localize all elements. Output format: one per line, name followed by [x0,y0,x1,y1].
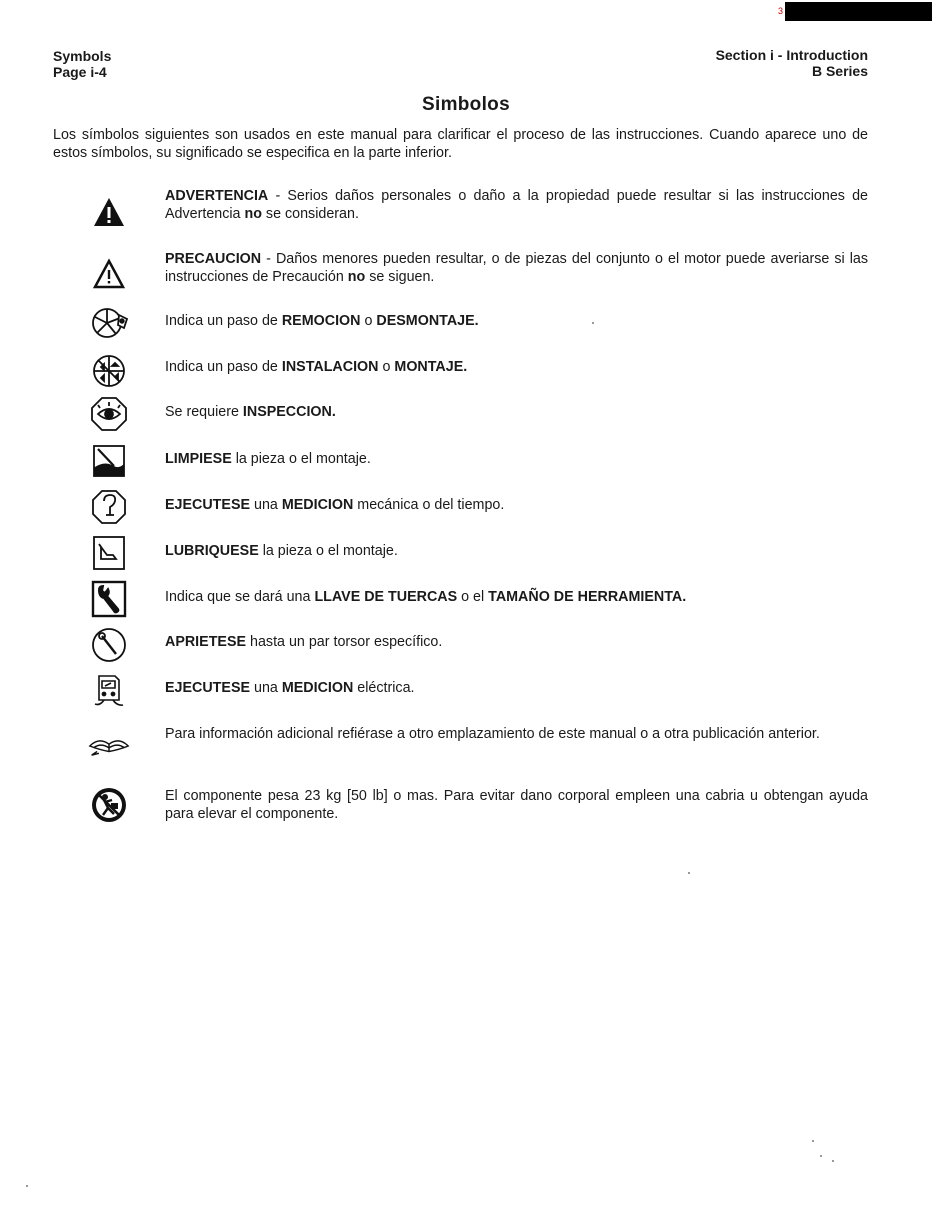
symbol-text: LIMPIESE la pieza o el montaje. [165,451,371,467]
electrical-meter-icon [88,672,130,710]
scan-speck [592,322,594,324]
inspection-eye-icon [88,396,130,432]
lubricate-oil-can-icon [88,535,130,571]
symbol-text: ADVERTENCIA - Serios daños personales o daño a la propiedad puede resultar si las instrucciones de Advertencia no se consideran. [165,188,868,222]
measurement-icon [88,489,130,525]
header-right [716,47,868,79]
removal-disassembly-icon [88,303,130,343]
scan-speck [688,872,690,874]
symbol-text: PRECAUCION - Daños menores pueden resultar, o de piezas del conjunto o el motor puede averiarse si las instrucciones de Precaución no se siguen. [165,251,868,285]
heavy-lift-icon [88,786,130,824]
symbol-text: Para información adicional refiérase a otro emplazamiento de este manual o a otra publicación anterior. [165,726,820,742]
redaction-mark: 3 [778,6,784,16]
redaction-bar [785,2,932,21]
installation-assembly-icon [88,351,130,391]
scan-speck [832,1160,834,1162]
symbol-text: EJECUTESE una MEDICION mecánica o del tiempo. [165,497,505,513]
header-left [53,48,111,80]
header-page-number: Page i-4 [53,64,107,80]
scan-speck [812,1140,814,1142]
symbol-text: Indica un paso de REMOCION o DESMONTAJE. [165,313,479,329]
symbol-text: Indica que se dará una LLAVE DE TUERCAS o el TAMAÑO DE HERRAMIENTA. [165,589,687,605]
scan-speck [26,1185,28,1187]
torque-tighten-icon [88,626,130,664]
page-title: Simbolos [422,94,510,115]
caution-outline-triangle-icon [88,256,130,292]
intro-paragraph: Los símbolos siguientes son usados en este manual para clarificar el proceso de las instrucciones. Cuando aparece uno de estos símbolos, su significado se especifica en la parte inferior. [53,127,868,161]
warning-filled-triangle-icon [88,194,130,230]
symbol-text: EJECUTESE una MEDICION eléctrica. [165,680,415,696]
header-section: Section i - Introduction [715,47,868,63]
symbol-text: LUBRIQUESE la pieza o el montaje. [165,543,398,559]
header-symbols: Symbols [53,48,112,64]
symbol-text: El componente pesa 23 kg [50 lb] o mas. Para evitar dano corporal empleen una cabria u obtengan ayuda para elevar el componente. [165,788,868,822]
scan-speck [820,1155,822,1157]
reference-book-icon [88,728,130,764]
header-series: B Series [811,63,868,79]
symbol-text: APRIETESE hasta un par torsor específico. [165,634,443,650]
wrench-icon [88,579,130,619]
symbol-text: Se requiere INSPECCION. [165,404,336,420]
symbol-text: Indica un paso de INSTALACION o MONTAJE. [165,359,468,375]
clean-part-icon [88,443,130,479]
